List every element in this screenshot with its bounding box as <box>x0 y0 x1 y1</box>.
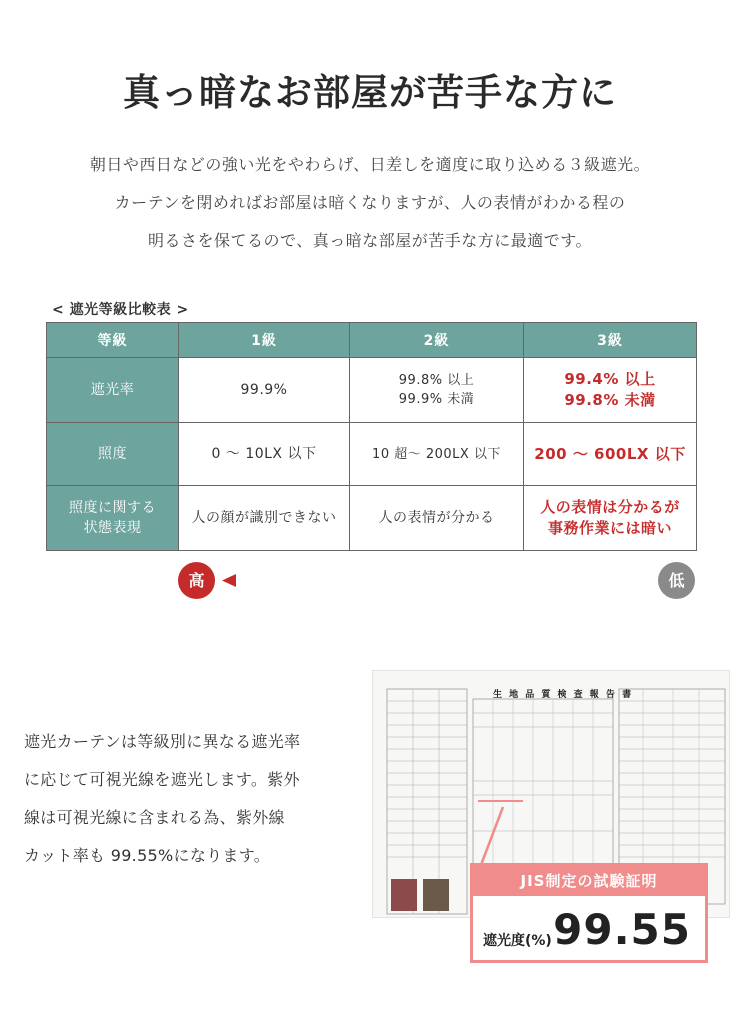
description-line-3: 線は可視光線に含まれる為、紫外線 <box>24 808 285 827</box>
cell-rate-grade-2 <box>350 358 524 423</box>
high-badge: 高 <box>178 562 215 599</box>
cell-lux-grade-1: 0 ～ 10LX 以下 <box>179 423 350 486</box>
shading-degree-value: 99.55 <box>553 905 691 954</box>
intro-line-1: 朝日や西日などの強い光をやわらげ、日差しを適度に取り込める３級遮光。 <box>89 155 651 174</box>
headline: 真っ暗なお部屋が苦手な方に <box>123 71 617 114</box>
description-line-4: カット率も 99.55%になります。 <box>24 846 271 865</box>
cell-lux-grade-3: 200 ～ 600LX 以下 <box>524 423 697 486</box>
cell-rate-grade-3 <box>524 358 697 423</box>
cell-rate-grade-2-max: 99.9% 未満 <box>398 392 475 407</box>
cell-state-grade-1: 人の顔が識別できない <box>179 486 350 551</box>
table-row-state <box>47 486 697 551</box>
cell-state-grade-3 <box>524 486 697 551</box>
header-grade: 等級 <box>47 323 179 358</box>
cell-lux-grade-2: 10 超～ 200LX 以下 <box>350 423 524 486</box>
cell-rate-grade-3-max: 99.8% 未満 <box>564 391 656 409</box>
header-grade-3: 3級 <box>524 323 697 358</box>
description-line-1: 遮光カーテンは等級別に異なる遮光率 <box>24 732 301 751</box>
scale-arrow-icon <box>178 562 696 600</box>
row-label-state-line-2: 状態表現 <box>83 520 142 536</box>
row-label-state-line-1: 照度に関する <box>69 500 156 516</box>
cell-rate-grade-2-min: 99.8% 以上 <box>398 373 475 388</box>
table-header-row <box>47 323 697 358</box>
description-text <box>24 723 354 875</box>
badge-title: JIS制定の試験証明 <box>473 866 705 896</box>
intro-line-2: カーテンを閉めればお部屋は暗くなりますが、人の表情がわかる程の <box>114 193 626 212</box>
intro-line-3: 明るさを保てるので、真っ暗な部屋が苦手な方に最適です。 <box>148 231 592 250</box>
cell-rate-grade-1: 99.9% <box>179 358 350 423</box>
shading-grade-table <box>46 322 697 551</box>
table-row-shading-rate <box>47 358 697 423</box>
intro-text <box>0 146 740 260</box>
row-label-illuminance: 照度 <box>47 423 179 486</box>
report-title: 生 地 品 質 検 査 報 告 書 <box>493 690 634 700</box>
table-caption: < 遮光等級比較表 > <box>52 302 189 318</box>
shading-certificate-badge <box>470 863 708 963</box>
header-grade-2: 2級 <box>350 323 524 358</box>
row-label-shading-rate: 遮光率 <box>47 358 179 423</box>
header-grade-1: 1級 <box>179 323 350 358</box>
cell-rate-grade-3-min: 99.4% 以上 <box>564 370 656 388</box>
cell-state-grade-2: 人の表情が分かる <box>350 486 524 551</box>
shading-scale <box>178 562 696 600</box>
cell-state-grade-3-line-1: 人の表情は分かるが <box>540 498 680 516</box>
shading-degree-label: 遮光度(%) <box>483 933 552 949</box>
row-label-state <box>47 486 179 551</box>
low-badge: 低 <box>658 562 695 599</box>
description-line-2: に応じて可視光線を遮光します。紫外 <box>24 770 300 789</box>
cell-state-grade-3-line-2: 事務作業には暗い <box>547 519 672 537</box>
table-row-illuminance <box>47 423 697 486</box>
